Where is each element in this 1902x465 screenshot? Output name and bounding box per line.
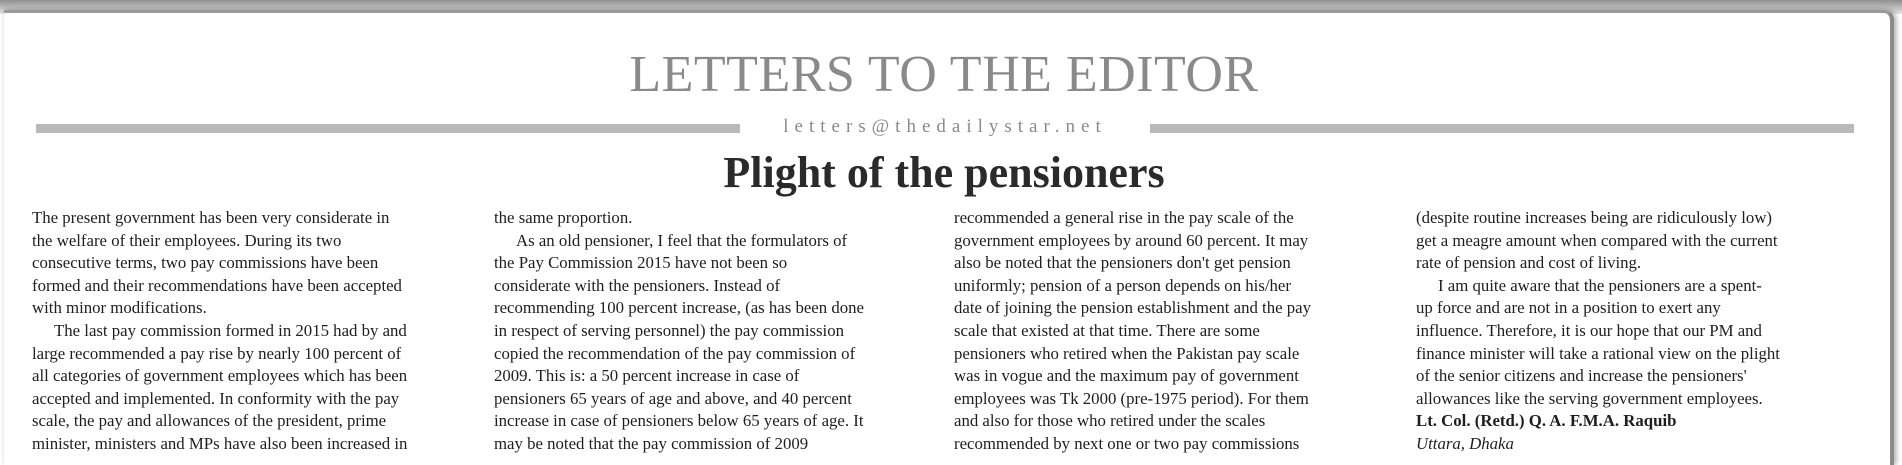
text-line: pensioners who retired when the Pakistan pay scale xyxy=(954,343,1300,363)
newspaper-page xyxy=(4,10,1894,465)
text-line: The last pay commission formed in 2015 had by and xyxy=(54,320,407,340)
column-2 xyxy=(494,207,932,456)
text-line: considerate with the pensioners. Instead of xyxy=(494,275,781,295)
text-line: 2009. This is: a 50 percent increase in case of xyxy=(494,366,800,386)
text-line: the Pay Commission 2015 have not been so xyxy=(494,253,788,273)
text-line: formed and their recommendations have been accepted xyxy=(32,275,402,295)
text-line: also be noted that the pensioners don't get pension xyxy=(954,253,1291,273)
text-line: (despite routine increases being are ridiculously low) xyxy=(1416,208,1773,227)
text-line: large recommended a pay rise by nearly 100 percent of xyxy=(32,343,402,363)
text-line: minister, ministers and MPs have also been increased in xyxy=(32,433,408,453)
text-line: government employees by around 60 percent. It may xyxy=(954,230,1309,250)
text-line: may be noted that the pay commission of 2009 xyxy=(494,433,809,453)
text-line: and also for those who retired under the scales xyxy=(954,411,1266,431)
text-line: scale that existed at that time. There are some xyxy=(954,320,1260,340)
text-line: recommended a general rise in the pay scale of the xyxy=(954,208,1294,227)
text-line: recommended by next one or two pay commissions xyxy=(954,433,1300,453)
editor-email: letters@thedailystar.net xyxy=(783,116,1107,137)
column-1 xyxy=(32,207,470,456)
paragraph xyxy=(954,207,1392,456)
text-line: with minor modifications. xyxy=(32,298,207,318)
text-line: all categories of government employees which has been xyxy=(32,366,408,386)
text-line: uniformly; pension of a person depends on his/her xyxy=(954,275,1291,295)
letter-headline: Plight of the pensioners xyxy=(723,148,1165,197)
section-title: LETTERS TO THE EDITOR xyxy=(629,46,1259,103)
paragraph xyxy=(494,230,932,456)
text-line: the same proportion. xyxy=(494,208,633,227)
text-line: allowances like the serving government employees. xyxy=(1416,388,1763,408)
text-line: As an old pensioner, I feel that the formulators of xyxy=(516,230,848,250)
text-line: date of joining the pension establishment and the pay xyxy=(954,298,1311,318)
masthead-rule xyxy=(32,115,1856,139)
text-line: increase in case of pensioners below 65 years of age. It xyxy=(494,411,864,431)
text-line: influence. Therefore, it is our hope that our PM and xyxy=(1416,320,1762,340)
text-line: I am quite aware that the pensioners are a spent- xyxy=(1438,275,1762,295)
text-line: get a meagre amount when compared with the current xyxy=(1416,230,1778,250)
text-line: employees was Tk 2000 (pre-1975 period). For them xyxy=(954,388,1309,408)
paragraph xyxy=(1416,207,1854,275)
paragraph xyxy=(494,207,932,230)
text-line: in respect of serving personnel) the pay commission xyxy=(494,320,844,340)
text-line: recommending 100 percent increase, (as has been done xyxy=(494,298,864,318)
text-line: up force and are not in a position to exert any xyxy=(1416,298,1721,318)
rule-left xyxy=(36,124,740,133)
text-line: copied the recommendation of the pay commission of xyxy=(494,343,856,363)
rule-right xyxy=(1150,124,1854,133)
text-line: accepted and implemented. In conformity with the pay xyxy=(32,388,400,408)
text-line: The present government has been very considerate in xyxy=(32,208,390,227)
text-line: rate of pension and cost of living. xyxy=(1416,253,1642,273)
text-line: was in vogue and the maximum pay of government xyxy=(954,366,1299,386)
column-4 xyxy=(1416,207,1854,456)
text-line: scale, the pay and allowances of the president, prime xyxy=(32,411,387,431)
paragraph xyxy=(32,207,470,320)
text-line: pensioners 65 years of age and above, and 40 percent xyxy=(494,388,852,408)
paragraph xyxy=(32,320,470,456)
text-line: finance minister will take a rational view on the plight xyxy=(1416,343,1780,363)
text-line: the welfare of their employees. During its two xyxy=(32,230,342,250)
column-3 xyxy=(954,207,1392,456)
signature-location: Uttara, Dhaka xyxy=(1416,433,1514,453)
text-line: of the senior citizens and increase the pensioners' xyxy=(1416,366,1747,386)
text-line: consecutive terms, two pay commissions have been xyxy=(32,253,379,273)
signature: Lt. Col. (Retd.) Q. A. F.M.A. Raquib xyxy=(1416,411,1677,431)
paragraph xyxy=(1416,275,1854,411)
